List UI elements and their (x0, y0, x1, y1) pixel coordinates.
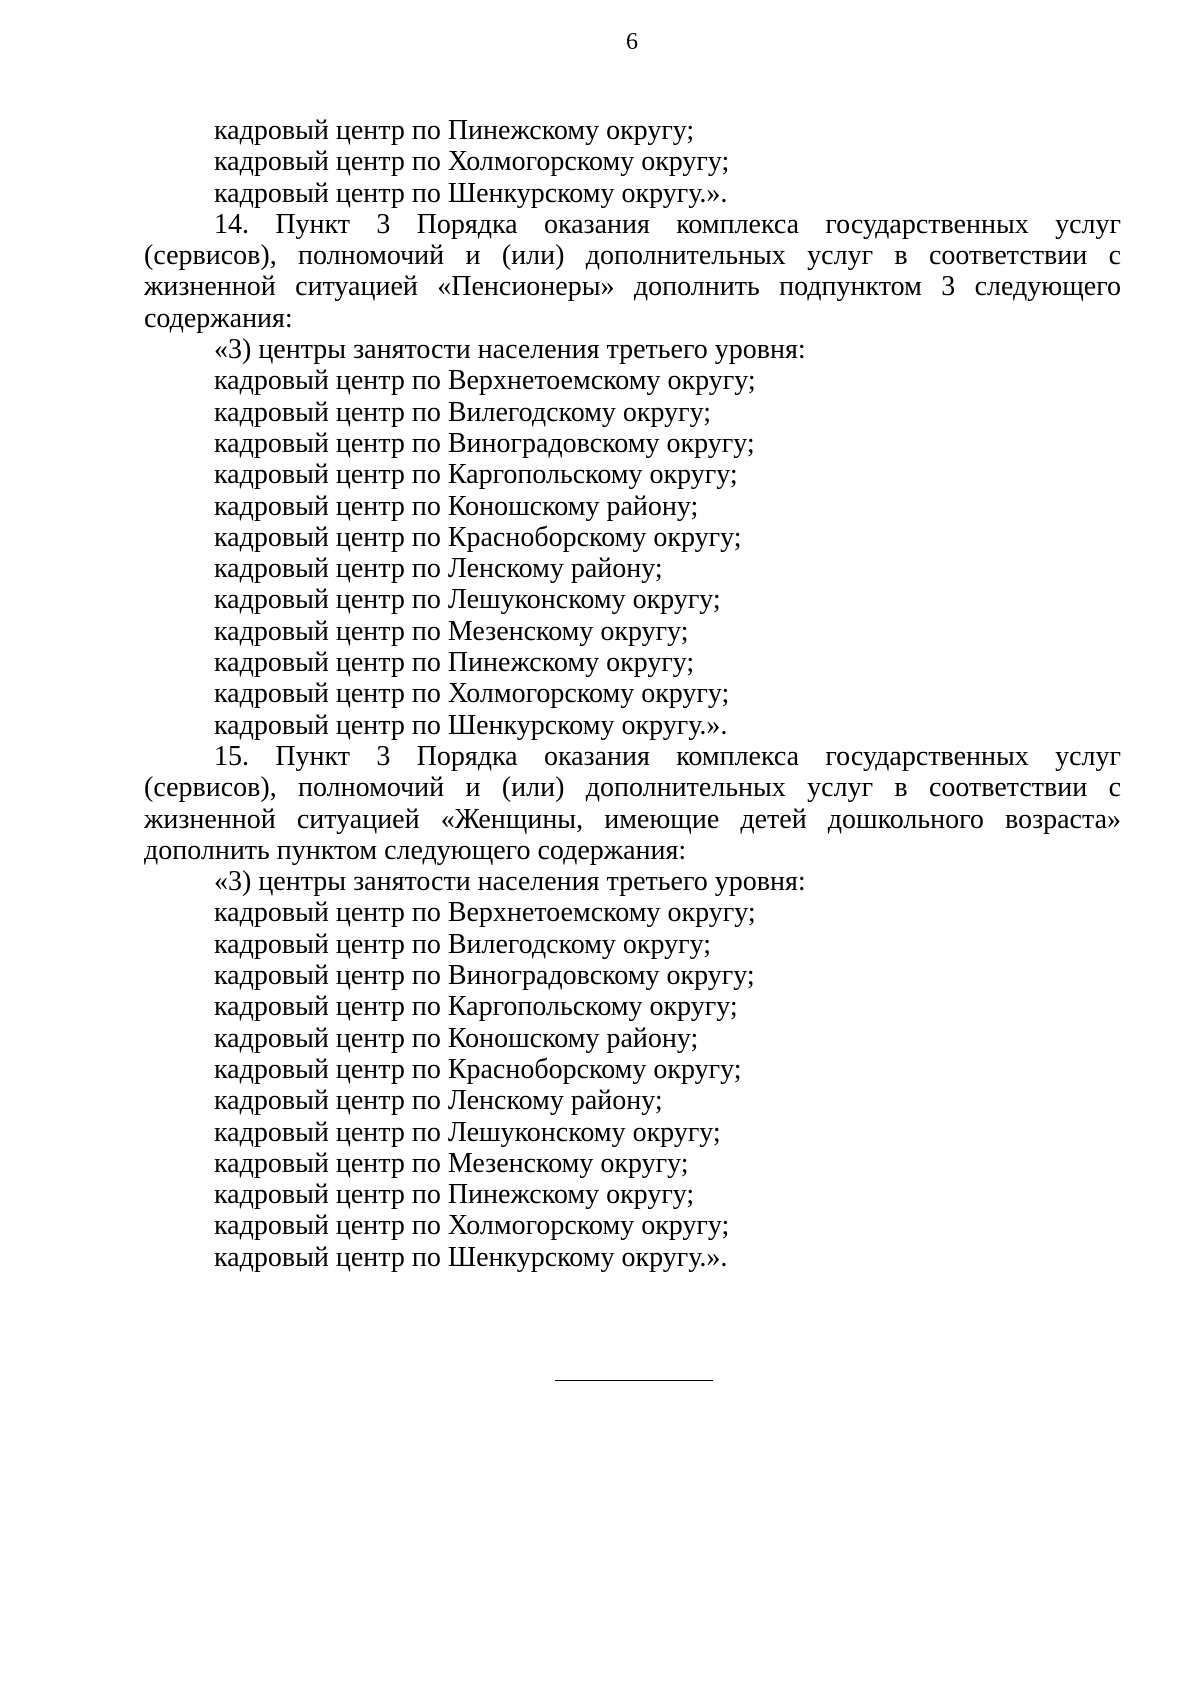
list-item: кадровый центр по Ленскому району; (214, 553, 663, 585)
list-item: кадровый центр по Красноборскому округу; (214, 1053, 742, 1085)
list-item: кадровый центр по Виноградовскому округу; (214, 960, 755, 992)
list-item: кадровый центр по Верхнетоемскому округу; (214, 365, 756, 397)
list-item: кадровый центр по Мезенскому округу; (214, 1147, 689, 1179)
list-item: кадровый центр по Шенкурскому округу.». (214, 177, 728, 209)
end-separator-line (555, 1380, 713, 1381)
section-14-heading: «3) центры занятости населения третьего уровня: (214, 334, 806, 366)
list-item: кадровый центр по Вилегодскому округу; (214, 928, 712, 960)
page-number: 6 (626, 29, 638, 55)
list-item: кадровый центр по Холмогорскому округу; (214, 678, 730, 710)
section-15-paragraph: 15. Пункт 3 Порядка оказания комплекса государственных услуг (сервисов), полномочий и (или) дополнительных услуг в соответствии с жизненной ситуацией «Женщины, имеющие детей дошкольного возраста» дополнить пунктом следующего содержания: (144, 740, 1121, 866)
list-item: кадровый центр по Шенкурскому округу.». (214, 1241, 728, 1273)
list-item: кадровый центр по Каргопольскому округу; (214, 991, 738, 1023)
list-item: кадровый центр по Ленскому району; (214, 1085, 663, 1117)
list-item: кадровый центр по Верхнетоемскому округу; (214, 897, 756, 929)
list-item: кадровый центр по Мезенскому округу; (214, 615, 689, 647)
list-item: кадровый центр по Холмогорскому округу; (214, 1210, 730, 1242)
list-item: кадровый центр по Холмогорскому округу; (214, 146, 730, 178)
list-item: кадровый центр по Каргопольскому округу; (214, 459, 738, 491)
list-item: кадровый центр по Коношскому району; (214, 490, 699, 522)
list-item: кадровый центр по Пинежскому округу; (214, 1179, 695, 1211)
list-item: кадровый центр по Лешуконскому округу; (214, 584, 721, 616)
intro-list (144, 115, 1121, 209)
list-item: кадровый центр по Пинежскому округу; (214, 647, 695, 679)
list-item: кадровый центр по Лешуконскому округу; (214, 1116, 721, 1148)
document-body (144, 115, 1121, 1273)
list-item: кадровый центр по Коношскому району; (214, 1022, 699, 1054)
list-item: кадровый центр по Вилегодскому округу; (214, 396, 712, 428)
section-14-paragraph: 14. Пункт 3 Порядка оказания комплекса государственных услуг (сервисов), полномочий и (или) дополнительных услуг в соответствии с жизненной ситуацией «Пенсионеры» дополнить подпунктом 3 следующего содержания: (144, 208, 1121, 334)
list-item: кадровый центр по Красноборскому округу; (214, 521, 742, 553)
section-15-heading: «3) центры занятости населения третьего уровня: (214, 866, 806, 898)
list-item: кадровый центр по Виноградовскому округу; (214, 427, 755, 459)
section-15 (144, 741, 1121, 1273)
list-item: кадровый центр по Пинежскому округу; (214, 115, 695, 146)
list-item: кадровый центр по Шенкурскому округу.». (214, 709, 728, 741)
section-14 (144, 209, 1121, 741)
